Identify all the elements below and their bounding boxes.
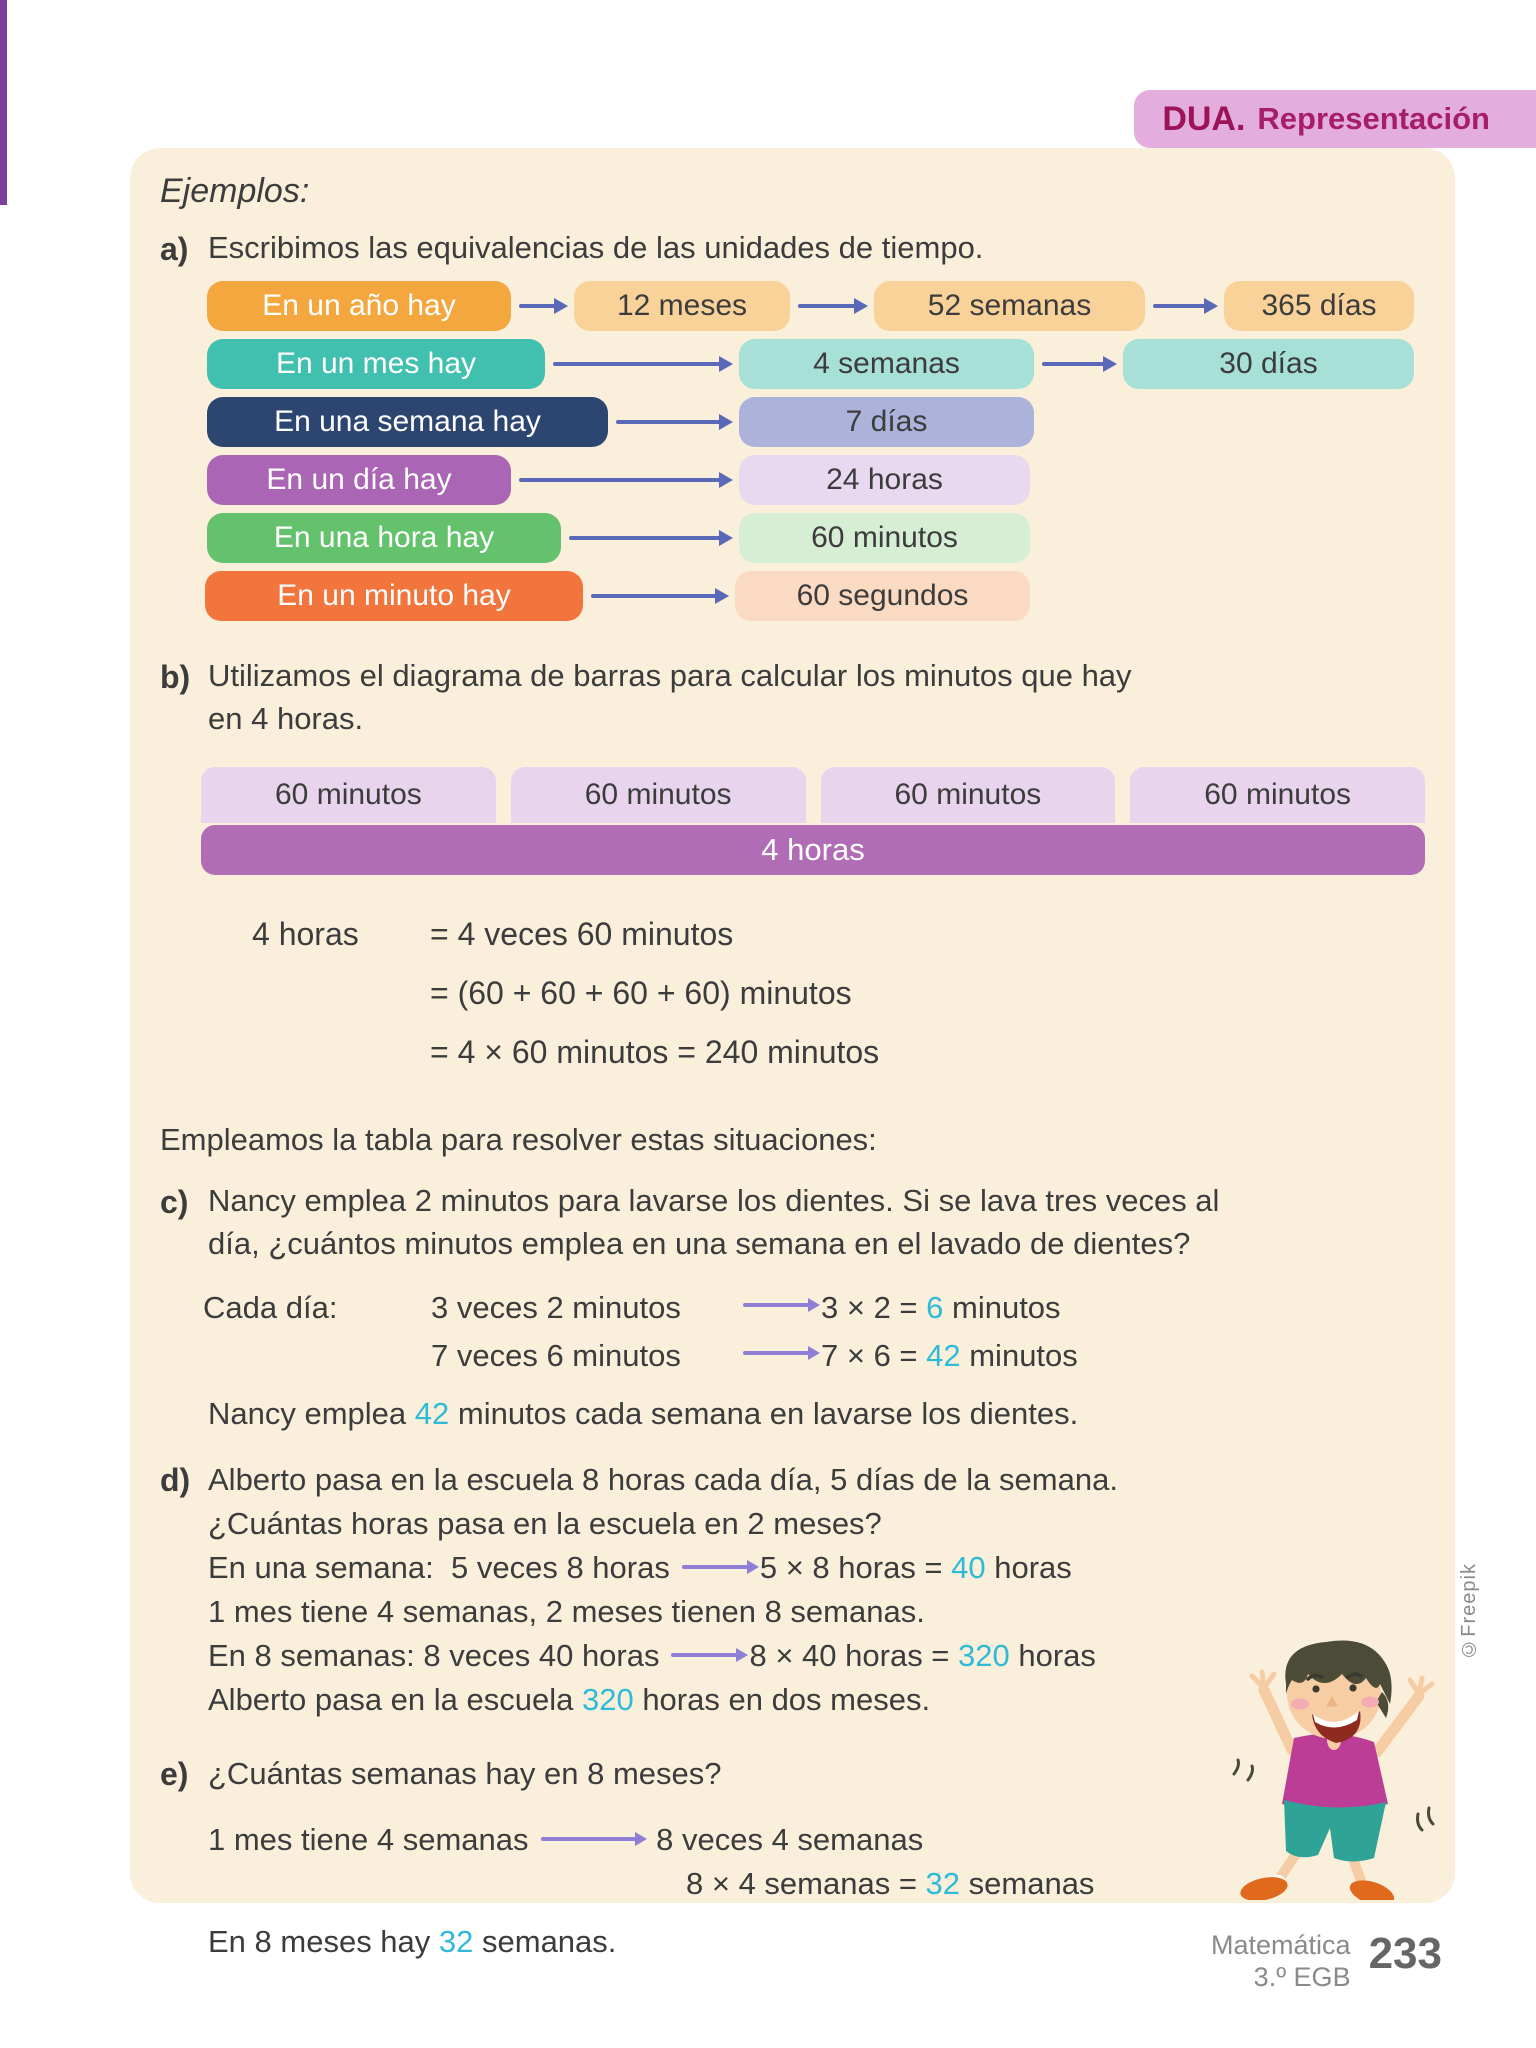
work-row-expression: 3 veces 2 minutos: [431, 1289, 681, 1325]
equivalence-arrow-icon: [616, 420, 721, 424]
text-segment: 3 × 2 =: [821, 1289, 927, 1325]
equivalence-arrow-icon: [798, 304, 856, 308]
boy-illustration: [1222, 1632, 1454, 1900]
equivalence-pill: 7 días: [739, 397, 1034, 447]
item-d-line: [208, 1458, 1425, 1546]
inline-arrow-icon: [743, 1303, 809, 1307]
equation-lhs: [252, 964, 430, 1023]
equivalence-pill: En un mes hay: [207, 339, 545, 389]
text-line: día, ¿cuántos minutos emplea en una semana en el lavado de dientes?: [208, 1226, 1191, 1262]
work-row: [203, 1284, 1425, 1332]
work-row-expression: 7 veces 6 minutos: [431, 1337, 681, 1373]
footer-subject: Matemática: [1211, 1930, 1351, 1960]
text-line: Utilizamos el diagrama de barras para calcular los minutos que hay: [208, 658, 1132, 694]
highlighted-answer: 320: [958, 1637, 1010, 1673]
highlighted-answer: 40: [951, 1549, 986, 1585]
equivalence-pill: En un año hay: [207, 281, 511, 331]
text-segment: minutos cada semana en lavarse los dientes.: [449, 1395, 1079, 1431]
inline-arrow-icon: [743, 1351, 809, 1355]
item-b-text: [208, 655, 1425, 741]
equation-row: [252, 964, 1425, 1023]
item-b: [160, 655, 1425, 741]
highlighted-answer: 42: [414, 1395, 450, 1431]
item-a-marker: a): [160, 231, 189, 267]
item-a: [160, 227, 1425, 271]
text-segment: En una semana: 5 veces 8 horas: [208, 1549, 670, 1585]
text-segment: Nancy emplea: [208, 1395, 415, 1431]
equation-rhs: = 4 veces 60 minutos: [430, 915, 734, 952]
equivalence-pill: 60 minutos: [739, 513, 1030, 563]
image-credit: ©Freepik: [1458, 1563, 1480, 1660]
bar-diagram: [201, 767, 1425, 875]
equivalence-arrow-icon: [519, 478, 721, 482]
bar-diagram-cell: 60 minutos: [511, 767, 806, 823]
equation-rhs: = (60 + 60 + 60 + 60) minutos: [430, 974, 852, 1011]
equivalence-pill: 12 meses: [574, 281, 790, 331]
equivalence-pill: 24 horas: [739, 455, 1030, 505]
equivalence-pill: 52 semanas: [874, 281, 1145, 331]
text-line: Nancy emplea 2 minutos para lavarse los dientes. Si se lava tres veces al: [208, 1183, 1220, 1219]
text-segment: horas: [1009, 1637, 1096, 1673]
equation-row: [252, 905, 1425, 964]
text-segment: 5 × 8 horas =: [759, 1549, 952, 1585]
examples-title: Ejemplos:: [160, 172, 310, 210]
page-spine-bar: [0, 0, 7, 205]
item-c: [160, 1180, 1425, 1266]
item-e-marker: e): [160, 1755, 189, 1792]
equivalence-pill: 4 semanas: [739, 339, 1034, 389]
equation-row: [252, 1023, 1425, 1082]
text-segment: 8 × 40 horas =: [749, 1637, 959, 1673]
text-line: Alberto pasa en la escuela 8 horas cada día, 5 días de la semana.: [208, 1461, 1118, 1497]
equivalence-arrow-icon: [1153, 304, 1206, 308]
item-d-marker: d): [160, 1461, 191, 1498]
inline-arrow-icon: [682, 1565, 748, 1569]
equivalence-pill: En un día hay: [207, 455, 511, 505]
bar-diagram-total: 4 horas: [201, 825, 1425, 875]
footer-grade: 3.º EGB: [1253, 1961, 1351, 1992]
highlighted-answer: 32: [438, 1923, 474, 1959]
equivalence-arrow-icon: [553, 362, 721, 366]
item-e-question: ¿Cuántas semanas hay en 8 meses?: [208, 1755, 722, 1791]
inline-arrow-icon: [671, 1653, 737, 1657]
text-segment: horas: [985, 1549, 1072, 1585]
text-segment: 8 × 4 semanas =: [686, 1865, 926, 1901]
item-b-marker: b): [160, 659, 191, 696]
page-footer: [1211, 1930, 1442, 1994]
equivalence-pill: 365 días: [1224, 281, 1414, 331]
text-segment: 1 mes tiene 4 semanas, 2 meses tienen 8 semanas.: [208, 1593, 925, 1629]
text-segment: En 8 semanas: 8 veces 40 horas: [208, 1637, 660, 1673]
text-line: ¿Cuántas horas pasa en la escuela en 2 meses?: [208, 1505, 882, 1541]
highlighted-answer: 32: [925, 1865, 961, 1901]
item-a-text: Escribimos las equivalencias de las unidades de tiempo.: [208, 230, 984, 265]
equation-rhs: = 4 × 60 minutos = 240 minutos: [430, 1034, 880, 1071]
page-number: 233: [1368, 1929, 1442, 1978]
highlighted-answer: 6: [926, 1289, 944, 1325]
text-segment: En 8 meses hay: [208, 1923, 439, 1959]
item-c-marker: c): [160, 1184, 189, 1221]
text-segment: semanas: [960, 1865, 1095, 1901]
highlighted-answer: 42: [926, 1337, 961, 1373]
item-d-work-1: [208, 1546, 1425, 1590]
bar-diagram-cell: 60 minutos: [1130, 767, 1425, 823]
text-segment: semanas.: [473, 1923, 617, 1959]
text-segment: Alberto pasa en la escuela: [208, 1681, 582, 1717]
equivalence-pill: 60 segundos: [735, 571, 1030, 621]
table-intro-line: Empleamos la tabla para resolver estas situaciones:: [160, 1122, 877, 1158]
text-segment: 1 mes tiene 4 semanas: [208, 1821, 529, 1857]
equivalence-arrow-icon: [591, 594, 717, 598]
work-row-result: [821, 1338, 1078, 1374]
text-segment: minutos: [943, 1289, 1061, 1325]
text-segment: 7 × 6 =: [821, 1337, 927, 1373]
equivalence-arrow-icon: [569, 536, 721, 540]
text-segment: minutos: [960, 1337, 1078, 1373]
work-row-label: Cada día:: [203, 1289, 338, 1325]
footer-subject-grade: [1211, 1930, 1351, 1994]
equivalence-pill: En un minuto hay: [205, 571, 583, 621]
highlighted-answer: 320: [581, 1681, 634, 1717]
time-equivalence-diagram: [160, 281, 1425, 629]
dua-badge: [1134, 90, 1536, 148]
boy-shorts: [1284, 1800, 1386, 1862]
equivalence-arrow-icon: [1042, 362, 1105, 366]
item-c-work: [203, 1284, 1425, 1380]
equivalence-arrow-icon: [519, 304, 556, 308]
text-segment: 8 veces 4 semanas: [647, 1821, 924, 1857]
equations-block: [252, 905, 1425, 1083]
equivalence-pill: 30 días: [1123, 339, 1414, 389]
bar-diagram-cell: 60 minutos: [821, 767, 1116, 823]
dua-badge-label: Representación: [1257, 101, 1490, 136]
item-c-conclusion: [208, 1396, 1425, 1432]
dua-badge-prefix: DUA.: [1162, 99, 1246, 138]
equation-lhs: [252, 1023, 430, 1082]
inline-arrow-icon: [541, 1837, 636, 1841]
equivalence-pill: En una hora hay: [207, 513, 561, 563]
equation-lhs: 4 horas: [252, 915, 359, 952]
text-line: en 4 horas.: [208, 700, 364, 736]
equivalence-pill: En una semana hay: [207, 397, 608, 447]
bar-diagram-cell: 60 minutos: [201, 767, 496, 823]
item-d-work-2: [208, 1590, 1425, 1634]
bar-diagram-cells: [201, 767, 1425, 823]
item-c-text: [208, 1180, 1425, 1266]
work-row-result: [821, 1290, 1061, 1326]
work-row: [203, 1332, 1425, 1380]
text-segment: horas en dos meses.: [633, 1681, 931, 1717]
boy-shoes: [1238, 1873, 1397, 1900]
